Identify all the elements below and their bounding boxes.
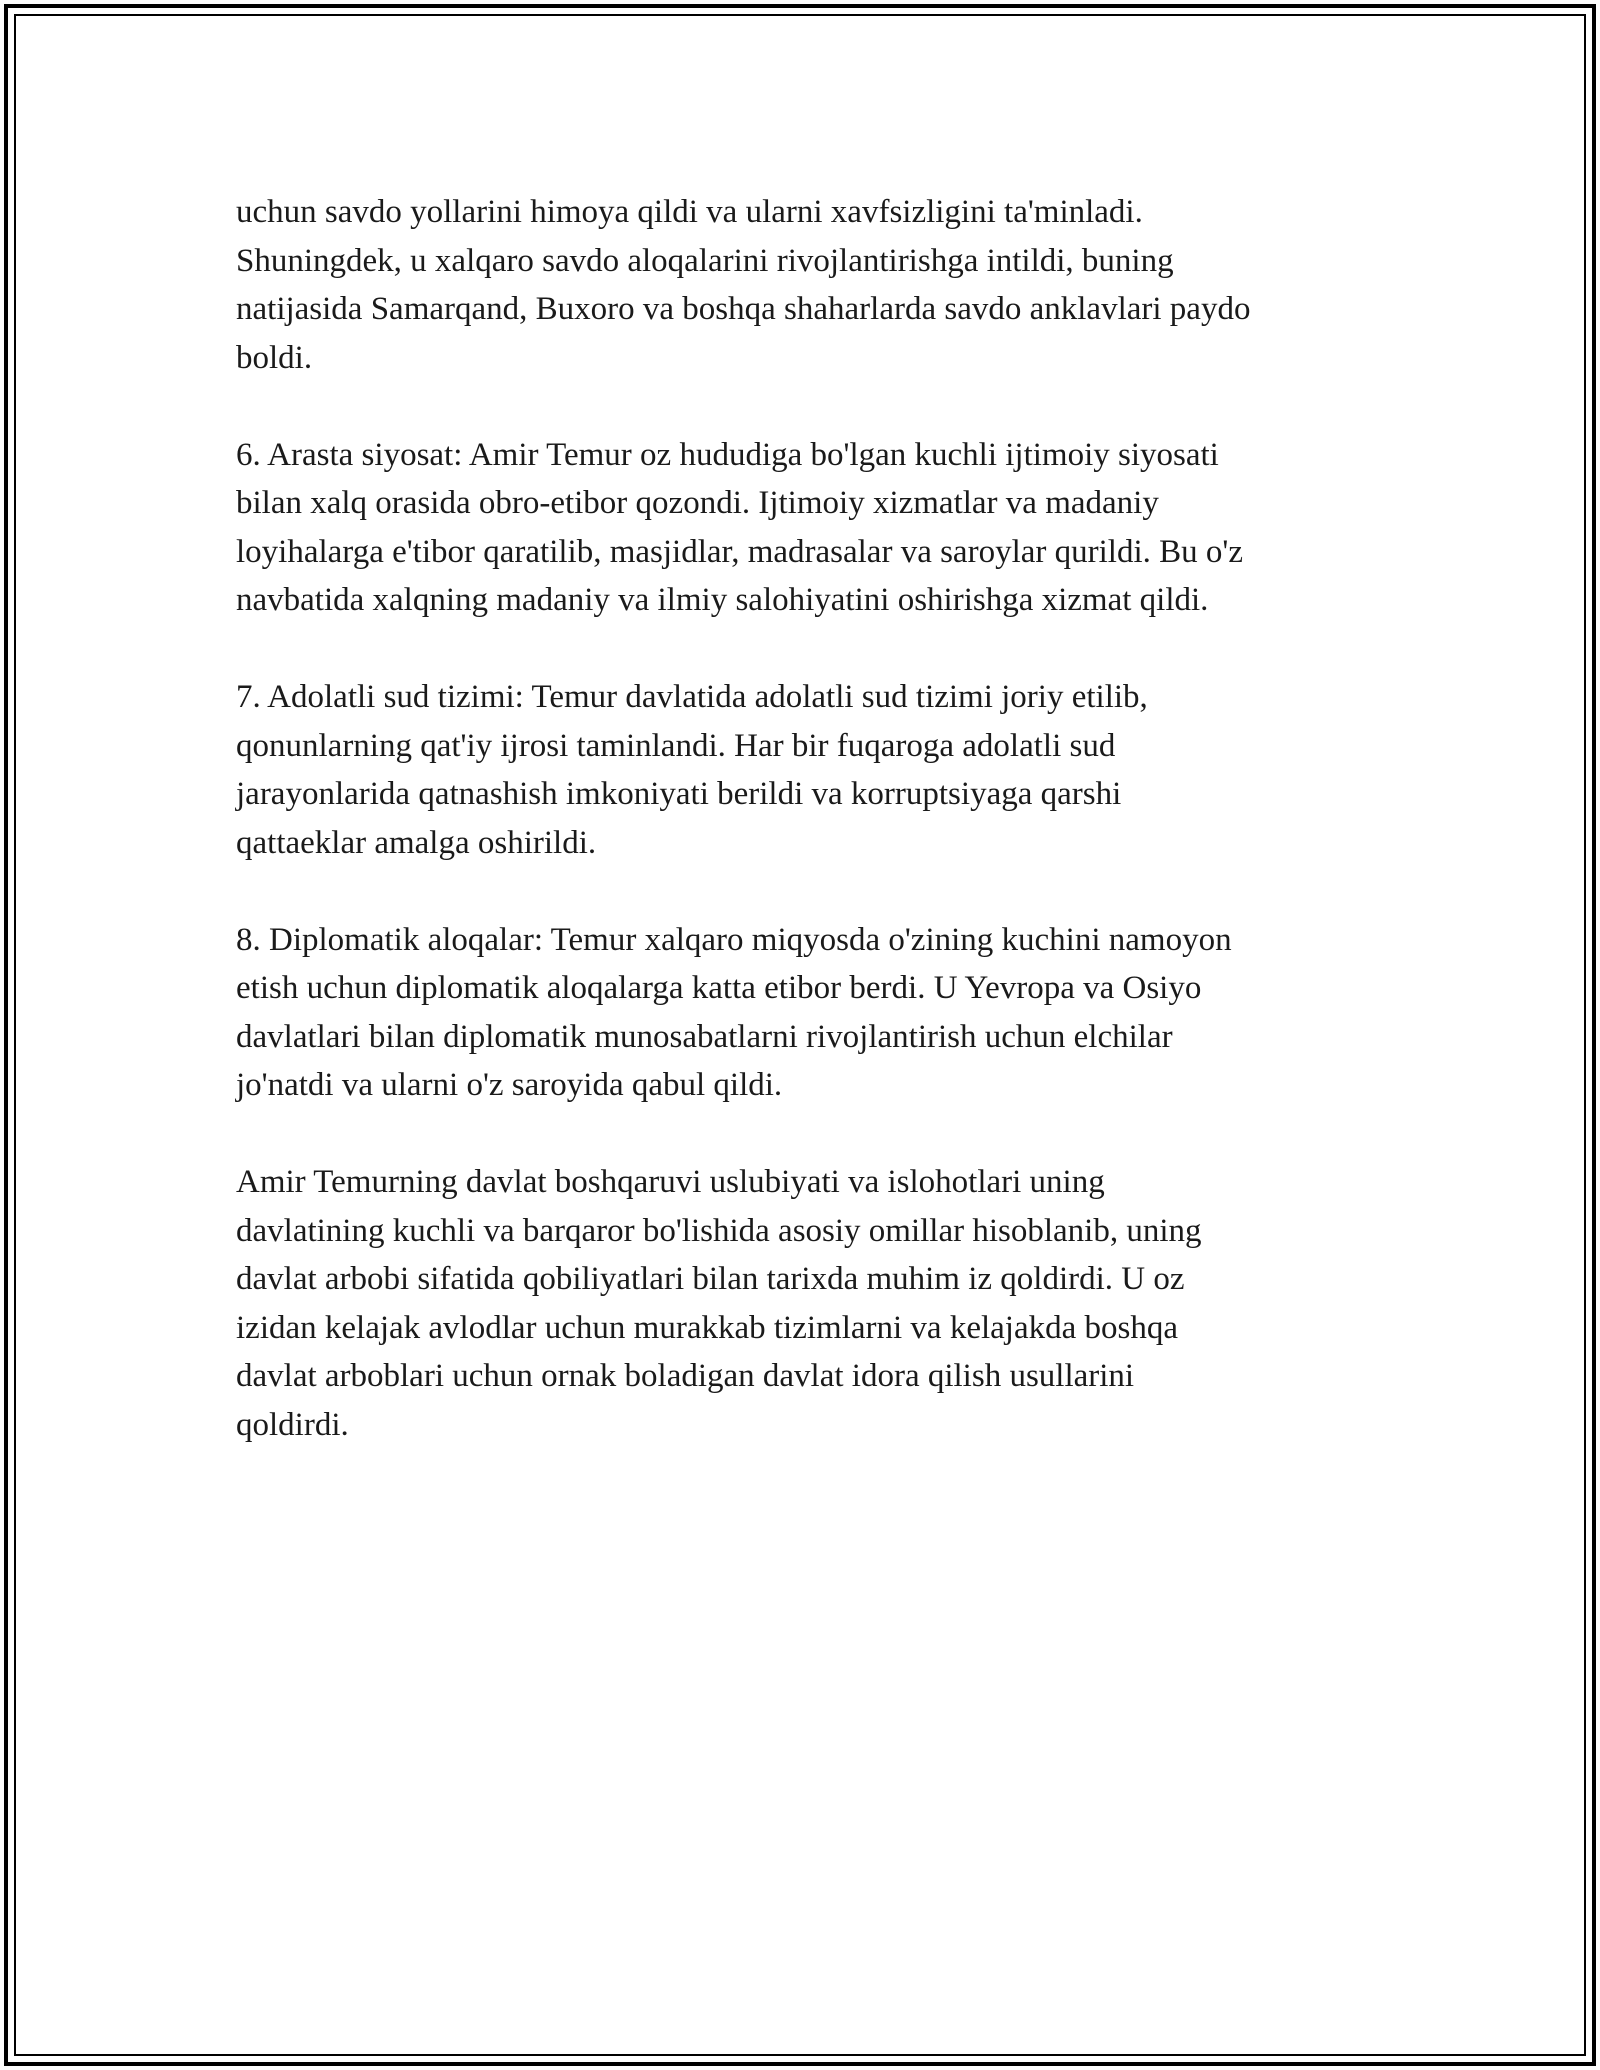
text-line: navbatida xalqning madaniy va ilmiy salohiyatini oshirishga xizmat qildi.: [236, 582, 1209, 618]
text-line: 8. Diplomatik aloqalar: Temur xalqaro miqyosda o'zining kuchini namoyon: [236, 921, 1232, 958]
text-line: natijasida Samarqand, Buxoro va boshqa shaharlarda savdo anklavlari paydo: [236, 291, 1251, 327]
text-line: bilan xalq orasida obro-etibor qozondi. Ijtimoiy xizmatlar va madaniy: [236, 485, 1159, 521]
text-line: qonunlarning qat'iy ijrosi taminlandi. Har bir fuqaroga adolatli sud: [236, 727, 1116, 764]
document-body: [236, 188, 1386, 1498]
paragraph-conclusion: [236, 1158, 1386, 1449]
paragraph-justice-system: [236, 673, 1386, 867]
text-line: 6. Arasta siyosat: Amir Temur oz hududiga bo'lgan kuchli ijtimoiy siyosati: [236, 436, 1219, 473]
text-line: izidan kelajak avlodlar uchun murakkab tizimlarni va kelajakda boshqa: [236, 1309, 1178, 1346]
text-line: Shuningdek, u xalqaro savdo aloqalarini rivojlantirishga intildi, buning: [236, 242, 1174, 279]
text-line: davlat arboblari uchun ornak boladigan davlat idora qilish usullarini: [236, 1358, 1135, 1394]
text-line: davlatlari bilan diplomatik munosabatlarni rivojlantirish uchun elchilar: [236, 1018, 1173, 1055]
text-line: boldi.: [236, 339, 313, 376]
text-line: Amir Temurning davlat boshqaruvi uslubiyati va islohotlari uning: [236, 1164, 1105, 1200]
text-line: uchun savdo yollarini himoya qildi va ularni xavfsizligini ta'minladi.: [236, 194, 1143, 230]
paragraph-trade: [236, 188, 1386, 382]
text-line: davlatining kuchli va barqaror bo'lishida asosiy omillar hisoblanib, uning: [236, 1212, 1202, 1249]
text-line: davlat arbobi sifatida qobiliyatlari bilan tarixda muhim iz qoldirdi. U oz: [236, 1261, 1185, 1297]
paragraph-social-policy: [236, 431, 1386, 625]
text-line: qoldirdi.: [236, 1406, 349, 1443]
paragraph-diplomacy: [236, 916, 1386, 1110]
text-line: jo'natdi va ularni o'z saroyida qabul qildi.: [236, 1067, 783, 1103]
text-line: jarayonlarida qatnashish imkoniyati berildi va korruptsiyaga qarshi: [236, 776, 1122, 812]
text-line: qattaeklar amalga oshirildi.: [236, 824, 597, 861]
text-line: 7. Adolatli sud tizimi: Temur davlatida adolatli sud tizimi joriy etilib,: [236, 679, 1148, 715]
text-line: etish uchun diplomatik aloqalarga katta etibor berdi. U Yevropa va Osiyo: [236, 970, 1202, 1006]
text-line: loyihalarga e'tibor qaratilib, masjidlar, madrasalar va saroylar qurildi. Bu o'z: [236, 533, 1243, 570]
